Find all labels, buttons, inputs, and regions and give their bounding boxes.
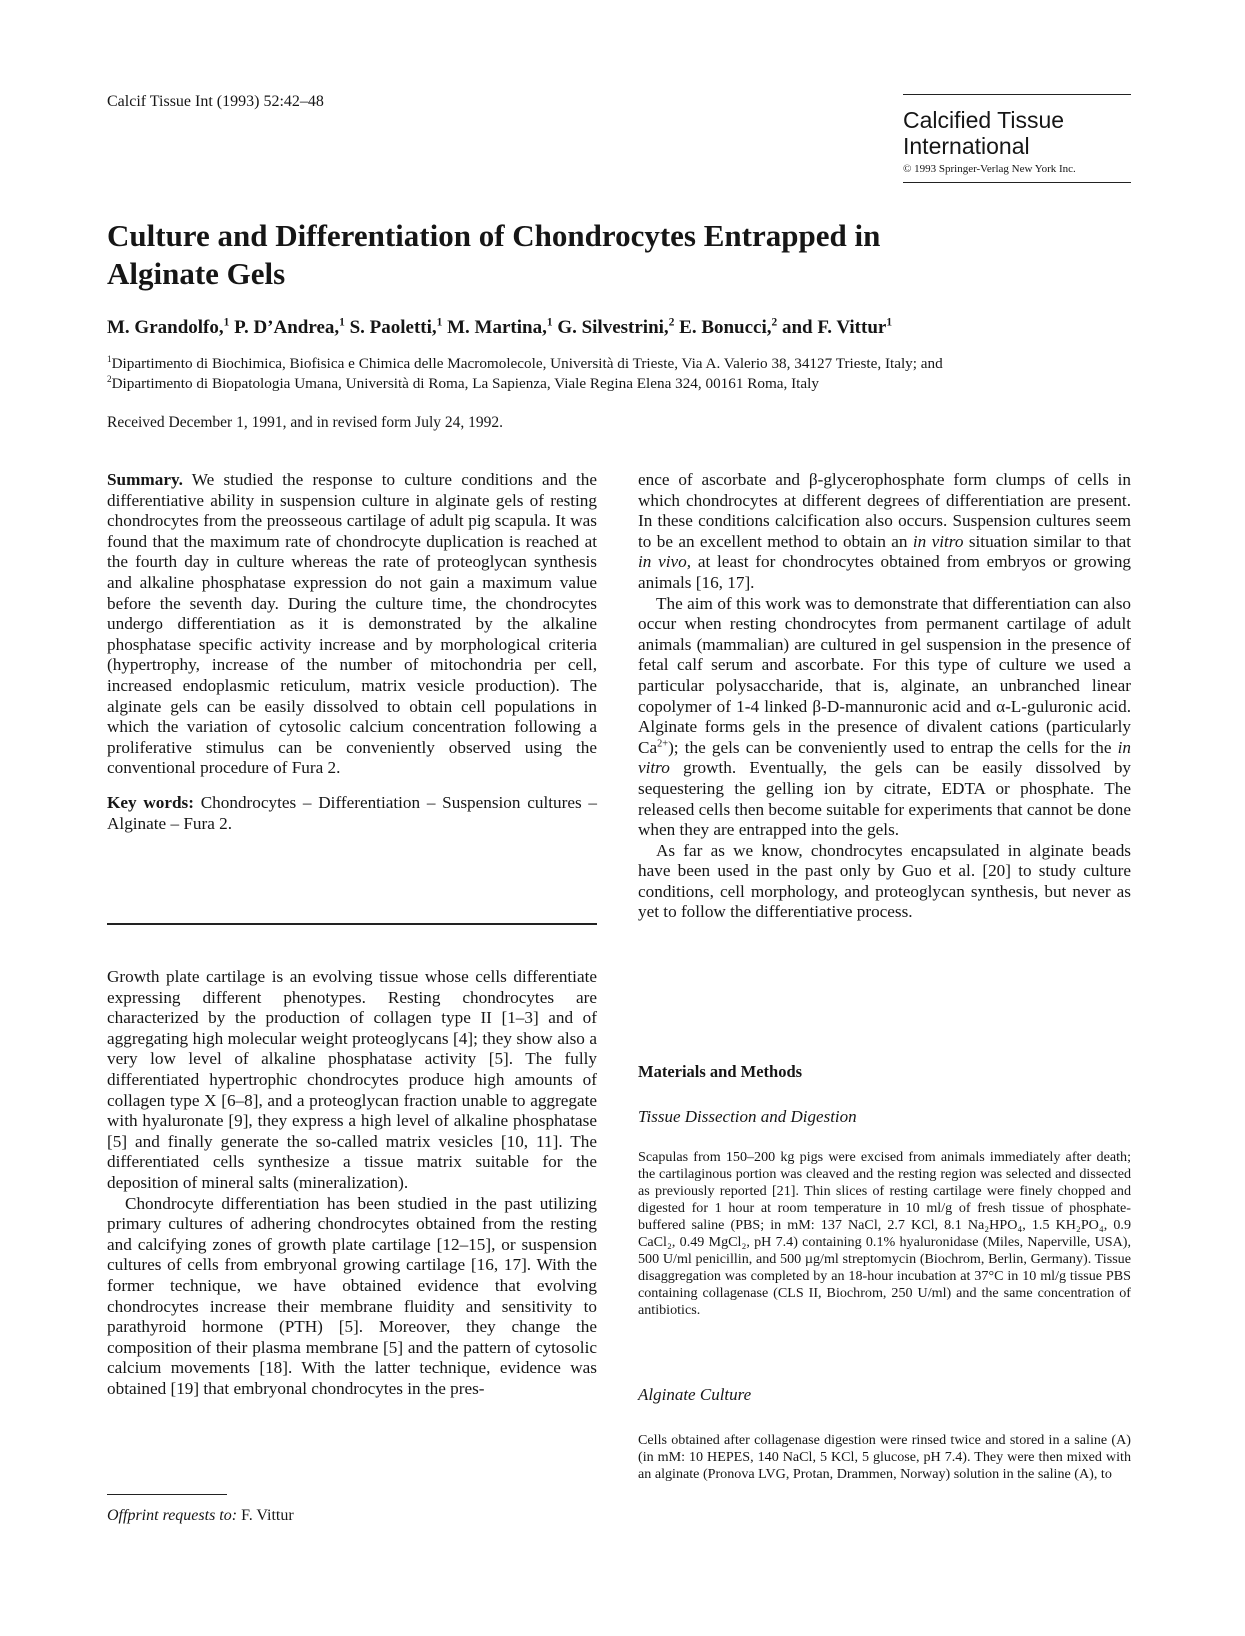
right-paragraph-1: ence of ascorbate and β-glycerophosphate form clumps of cells in which chondrocytes at different degrees of differentiation are present. In these conditions calcification also occurs. Suspension cultures seem to be an excellent method to obtain an in vitro situation similar to that in vivo, at least for chondrocytes obtained from embryos or growing animals [16, 17]. [638,470,1132,592]
journal-brand-block [903,94,1131,183]
right-paragraph-3: As far as we know, chondrocytes encapsulated in alginate beads have been used in the past only by Guo et al. [20] to study culture conditions, cell morphology, and proteoglycan synthesis, but never as yet to follow the differentiative process. [638,840,1131,922]
alginate-culture-heading: Alginate Culture [638,1385,752,1404]
received-dates: Received December 1, 1991, and in revised form July 24, 1992. [107,414,504,431]
author: S. Paoletti,$^1$ [349,316,443,338]
right-column-text [638,470,1131,923]
journal-reference: Calcif Tissue Int (1993) 52:42–48 [107,93,324,110]
keywords-label: Key words: [107,792,194,812]
article-title [107,217,1007,293]
author: G. Silvestrini,$^2$ [557,316,675,338]
summary-paragraph [107,470,597,779]
author: M. Grandolfo,$^1$ [107,316,230,338]
author: and F. Vittur$^1$ [781,316,893,338]
methods-heading: Materials and Methods [638,1062,803,1081]
author-list [107,317,1137,339]
author: M. Martina,$^1$ [447,316,553,338]
journal-name-line2: International [903,133,1030,159]
summary-divider [107,923,597,925]
title-line-2: Alginate Gels [107,256,286,291]
tissue-dissection-text: Scapulas from 150–200 kg pigs were excised from animals immediately after death; the cartilaginous portion was cleaved and the resting region was selected and dissected as previously reported [21]. Thin slices of resting cartilage were finely chopped and digested for 1 hour at room temperature in 10 ml/g of fresh tissue of phosphate-buffered saline (PBS; in mM: 137 NaCl, 2.7 KCl, 8.1 Na₂HPO₄, 1.5 KH₂PO₄, 0.9 CaCl₂, 0.49 MgCl₂, pH 7.4) containing 0.1% hyaluronidase (Miles, Naperville, USA), 500 U/ml penicillin, and 500 µg/ml streptomycin (Biochrom, Berlin, Germany). Tissue disaggregation was completed by an 18-hour incubation at 37°C in 10 ml/g tissue PBS containing collagenase (CLS II, Biochrom, 250 U/ml) and the same concentration of antibiotics. [638,1149,1131,1318]
copyright-notice: © 1993 Springer-Verlag New York Inc. [903,163,1076,175]
intro-paragraph-1: Growth plate cartilage is an evolving tissue whose cells differentiate expressing different phenotypes. Resting chondrocytes are characterized by the production of collagen type II [1–3] and of aggregating high molecular weight proteoglycans [4]; they show also a very low level of alkaline phosphatase activity [5]. The fully differentiated hypertrophic chondrocytes produce high amounts of collagen type X [6–8], and a proteoglycan fraction unable to aggregate with hyaluronate [9], they express a high level of alkaline phosphatase [5] and finally generate the so-called matrix vesicles [10, 11]. The differentiated cells synthesize a tissue matrix suitable for the deposition of mineral salts (mineralization). [107,967,597,1192]
author: E. Bonucci,$^2$ [679,316,778,338]
summary-label: Summary. [107,470,183,489]
keywords-paragraph [107,793,597,834]
footnote-divider [107,1494,227,1495]
offprint-footnote [107,1507,294,1525]
brand-top-rule [903,94,1131,95]
footnote-name: F. Vittur [241,1507,294,1524]
footnote-label: Offprint requests to: [107,1507,238,1524]
tissue-dissection-heading: Tissue Dissection and Digestion [638,1107,857,1126]
right-paragraph-2: The aim of this work was to demonstrate that differentiation can also occur when resting chondrocytes from permanent cartilage of adult animals (mammalian) are cultured in gel suspension in the presence of fetal calf serum and ascorbate. For this type of culture we used a particular polysaccharide, that is, alginate, an unbranched linear copolymer of 1-4 linked β-D-mannuronic acid and α-L-guluronic acid. Alginate forms gels in the presence of divalent cations (particularly $Ca^{2+}$); the gels can be conveniently used to entrap the cells for the in vitro growth. Eventually, the gels can be easily dissolved by sequestering the gelling ion by citrate, EDTA or phosphate. The released cells then become suitable for experiments that cannot be done when they are entrapped into the gels. [638,593,1132,840]
affiliation-2: $^2$Dipartimento di Biopatologia Umana, Università di Roma, La Sapienza, Viale Regina Elena 324, 00161 Roma, Italy [107,373,819,392]
affiliation-1: $^1$Dipartimento di Biochimica, Biofisica e Chimica delle Macromolecole, Università di Trieste, Via A. Valerio 38, 34127 Trieste, Italy; and [107,353,943,372]
author: P. D’Andrea,$^1$ [234,316,345,338]
intro-paragraph-2: Chondrocyte differentiation has been studied in the past utilizing primary cultures of adhering chondrocytes obtained from the resting and calcifying zones of growth plate cartilage [12–15], or suspension cultures of cells from embryonal growing cartilage [16, 17]. With the former technique, we have obtained evidence that evolving chondrocytes increase their membrane fluidity and sensitivity to parathyroid hormone (PTH) [5]. Moreover, they change the composition of their plasma membrane [5] and the pattern of cytosolic calcium movements [18]. With the latter technique, evidence was obtained [19] that embryonal chondrocytes in the pres- [107,1193,597,1398]
brand-bottom-rule [903,182,1131,183]
title-line-1: Culture and Differentiation of Chondrocytes Entrapped in [107,218,881,253]
journal-name-line1: Calcified Tissue [903,107,1065,133]
introduction-block [107,967,597,1399]
affiliations [107,354,1137,394]
alginate-culture-text: Cells obtained after collagenase digestion were rinsed twice and stored in a saline (A) (in mM: 10 HEPES, 140 NaCl, 5 KCl, 5 glucose, pH 7.4). They were then mixed with an alginate (Pronova LVG, Protan, Drammen, Norway) solution in the saline (A), to [638,1432,1131,1482]
summary-block [107,470,597,834]
summary-text: We studied the response to culture conditions and the differentiative ability in suspension culture in alginate gels of resting chondrocytes from the preosseous cartilage of adult pig scapula. It was found that the maximum rate of chondrocyte duplication is reached at the fourth day in culture whereas the rate of proteoglycan synthesis and alkaline phosphatase expression do not gain a maximum value before the seventh day. During the culture time, the chondrocytes undergo differentiation as it is demonstrated by the alkaline phosphatase specific activity increase and by morphological criteria (hypertrophy, increase of the number of mitochondria per cell, increased endoplasmic reticulum, matrix vesicle production). The alginate gels can be easily dissolved to obtain cell populations in which the variation of cytosolic calcium concentration following a proliferative stimulus can be conveniently observed using the conventional procedure of Fura 2. [107,470,597,778]
keywords-text: Chondrocytes – Differentiation – Suspension cultures – Alginate – Fura 2. [107,792,597,833]
